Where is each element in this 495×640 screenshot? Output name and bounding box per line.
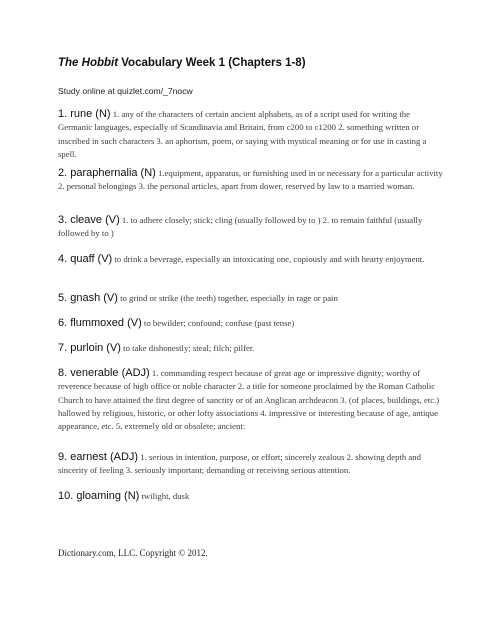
- entry-definition: 1.equipment, apparatus, or furnishing used in or necessary for a particular activity 2. personal belongings 3. the personal articles, apart from dower, reserved by law to a married woman.: [58, 168, 443, 192]
- vocab-entry-gnash: [58, 292, 443, 305]
- vocab-entry-cleave: [58, 214, 443, 241]
- entry-term: 10. gloaming (N): [58, 490, 140, 502]
- vocab-entry-quaff: [58, 253, 443, 266]
- entry-term: 8. venerable (ADJ): [58, 367, 150, 379]
- entry-term: 6. flummoxed (V): [58, 317, 142, 329]
- entry-term: 9. earnest (ADJ): [58, 451, 139, 463]
- vocab-entry-rune: [58, 108, 443, 161]
- vocab-entry-gloaming: [58, 490, 443, 503]
- entry-term: 5. gnash (V): [58, 292, 118, 304]
- entry-definition: to drink a beverage, especially an intoxicating one, copiously and with hearty enjoyment.: [112, 254, 425, 264]
- title-rest: Vocabulary Week 1 (Chapters 1-8): [118, 57, 306, 69]
- entry-term: 4. quaff (V): [58, 253, 113, 265]
- entry-definition: to take dishonestly; steal; filch; pilfer.: [120, 343, 255, 353]
- entry-term: 3. cleave (V): [58, 214, 120, 226]
- entry-definition: 1. to adhere closely; stick; cling (usually followed by to ) 2. to remain faithful (usually followed by to ): [58, 215, 423, 239]
- entry-term: 7. purloin (V): [58, 342, 121, 354]
- entry-term: 1. rune (N): [58, 108, 111, 120]
- title-book-name: The Hobbit: [58, 57, 119, 69]
- entry-definition: 1. any of the characters of certain ancient alphabets, as of a script used for writing the Germanic languages, especially of Scandinavia and Britain, from c200 to c1200 2. something written or inscribed in such characters 3. an aphorism, poem, or saying with mystical meaning or for use in casting a spell.: [58, 109, 427, 159]
- document-title: [58, 57, 306, 69]
- entry-definition: 1. serious in intention, purpose, or effort; sincerely zealous 2. showing depth and sincerity of feeling 3. seriously important; demanding or receiving serious attention.: [58, 452, 421, 476]
- copyright-footer: Dictionary.com, LLC. Copyright © 2012.: [58, 548, 208, 558]
- vocab-entry-paraphernalia: [58, 167, 443, 194]
- entry-definition: to grind or strike (the teeth) together, especially in rage or pain: [117, 293, 338, 303]
- entry-term: 2. paraphernalia (N): [58, 167, 156, 179]
- entry-definition: twilight, dusk: [139, 491, 190, 501]
- entry-definition: to bewilder; confound; confuse (past tense): [141, 318, 295, 328]
- vocab-entry-flummoxed: [58, 317, 443, 330]
- vocab-entry-purloin: [58, 342, 443, 355]
- vocab-entry-earnest: [58, 451, 443, 478]
- study-online-line: Study online at quizlet.com/_7nocw: [58, 86, 193, 96]
- vocab-entry-venerable: [58, 367, 443, 433]
- entry-definition: 1. commanding respect because of great age or impressive dignity; worthy of reverence because of high office or noble character 2. a title for someone proclaimed by the Roman Catholic Church to have attained the first degree of sanctity or of an Anglican archdeacon 3. (of places, buildings, etc.) hallowed by religious, historic, or other lofty associations 4. impressive or interesting because of age, antique appearance, etc. 5. extremely old or obsolete; ancient:: [58, 368, 440, 432]
